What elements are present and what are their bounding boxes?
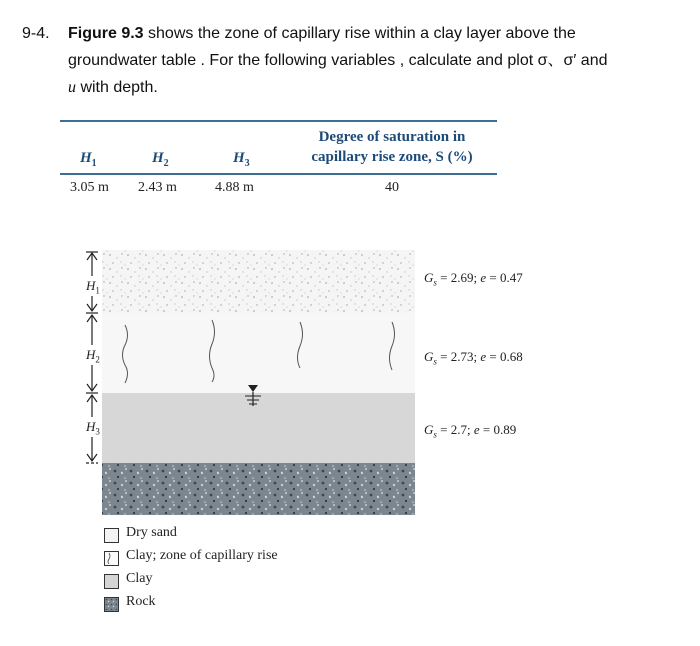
label-capillary-clay-properties: $G_s = 2.73$; e = 0.68	[424, 349, 523, 367]
cell-saturation: 40	[385, 180, 399, 195]
legend-label: Clay	[126, 571, 153, 586]
capillary-clay-swatch-icon	[104, 551, 119, 566]
label-dry-sand-properties: $G_s = 2.69$; e = 0.47	[424, 270, 523, 288]
header-saturation-line-1: Degree of saturation in	[318, 129, 466, 145]
cell-h1: 3.05 m	[70, 180, 109, 195]
label-clay-properties: $G_s = 2.7$; e = 0.89	[424, 422, 517, 440]
capillary-clay-layer	[102, 313, 415, 393]
problem-line-3-rest: with depth.	[76, 79, 158, 96]
problem-number: 9-4.	[22, 25, 50, 42]
clay-swatch-icon	[104, 574, 119, 589]
header-h2: $H_2$	[152, 150, 169, 169]
rock-swatch-icon	[104, 597, 119, 612]
clay-layer	[102, 393, 415, 463]
label-h2: $H_2$	[86, 347, 100, 365]
pore-pressure-variable: u	[68, 79, 76, 96]
dry-sand-layer	[102, 250, 415, 313]
legend-label: Dry sand	[126, 525, 177, 540]
cell-h3: 4.88 m	[215, 180, 254, 195]
label-h3: $H_3$	[86, 419, 100, 437]
dry-sand-swatch-icon	[104, 528, 119, 543]
header-h3: $H_3$	[233, 150, 250, 169]
figure-reference: Figure 9.3	[68, 25, 144, 42]
problem-line-1-rest: shows the zone of capillary rise within a clay layer above the	[143, 25, 576, 42]
header-saturation-line-2: capillary rise zone, S (%)	[311, 149, 473, 165]
problem-line-2: groundwater table . For the following variables , calculate and plot σ、σ′ and	[68, 52, 608, 69]
cell-h2: 2.43 m	[138, 180, 177, 195]
label-h1: $H_1$	[86, 278, 100, 296]
legend-label: Rock	[126, 594, 156, 609]
legend-label: Clay; zone of capillary rise	[126, 548, 278, 563]
rock-layer	[102, 463, 415, 515]
header-h1: $H_1$	[80, 150, 97, 169]
